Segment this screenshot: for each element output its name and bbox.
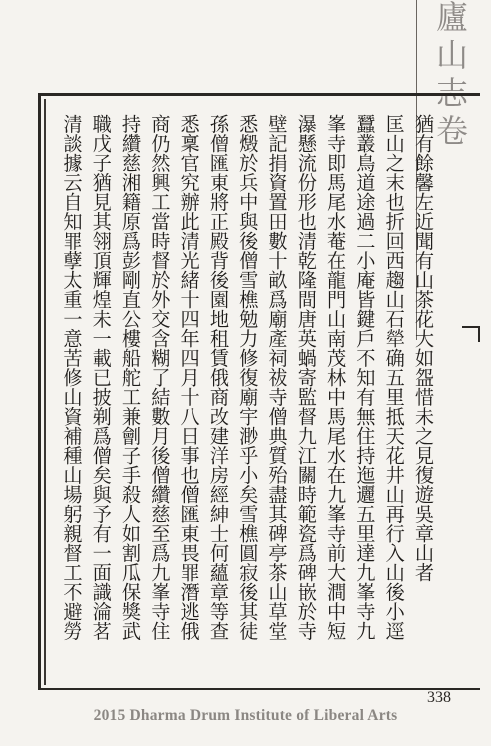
text-column: 悉稟官究辦此清光緒十四年四月十八日事也僧匯東畏罪潛逃俄 (177, 114, 201, 641)
text-column: 清談據云自知罪孽太重一意苦修山資補種山場躬親督工不避勞 (60, 114, 84, 641)
text-column: 職戊子猶見其翎頂輝煌未一載已披剃爲僧矣與予有一面識淪茗 (89, 114, 113, 641)
text-column: 壁記捐資置田數十畝爲廟產祠祓寺僧典質殆盡其碑亭茶山草堂 (265, 114, 289, 641)
text-column: 孫僧匯東將正殿背後園地租賃俄商改建洋房經紳士何蘊章等查 (206, 114, 230, 641)
page-number: 338 (427, 689, 451, 706)
text-column: 商仍然興工當時督於外交含糊了結數月後僧纘慈至爲九峯寺住 (148, 114, 172, 641)
text-column: 峯寺即馬尾水菴在龍門山南茂林中馬尾水在九峯寺前大澗中短 (324, 114, 348, 641)
text-column: 蠶叢鳥道途過二小庵皆鍵戶不知有無住持迤邐五里達九峯寺九 (353, 114, 377, 641)
text-column: 悉燬於兵中與後僧雪樵勉力修復廟宇渺乎小矣雪樵圓寂後其徒 (236, 114, 260, 641)
text-column: 持纘慈湘籍原爲彭剛直公樓船舵工兼劊子手殺人如割瓜保獎武 (119, 114, 143, 641)
text-column: 猶有餘馨左近聞有山茶花大如盌惜未之見復遊吳章山者 (412, 114, 435, 582)
frame-inner-rule (44, 99, 46, 685)
text-column: 瀑懸流份形也清乾隆間唐英蝸寄監督九江關時範瓷爲碑嵌於寺 (294, 114, 318, 641)
vertical-text-body (56, 114, 438, 686)
text-column: 匡山之末也折回西趨山石犖确五里抵天花井山再行入山後小逕 (382, 114, 406, 641)
running-header: 廬山志卷 (431, 0, 469, 152)
watermark: 2015 Dharma Drum Institute of Liberal Arts (93, 707, 398, 724)
